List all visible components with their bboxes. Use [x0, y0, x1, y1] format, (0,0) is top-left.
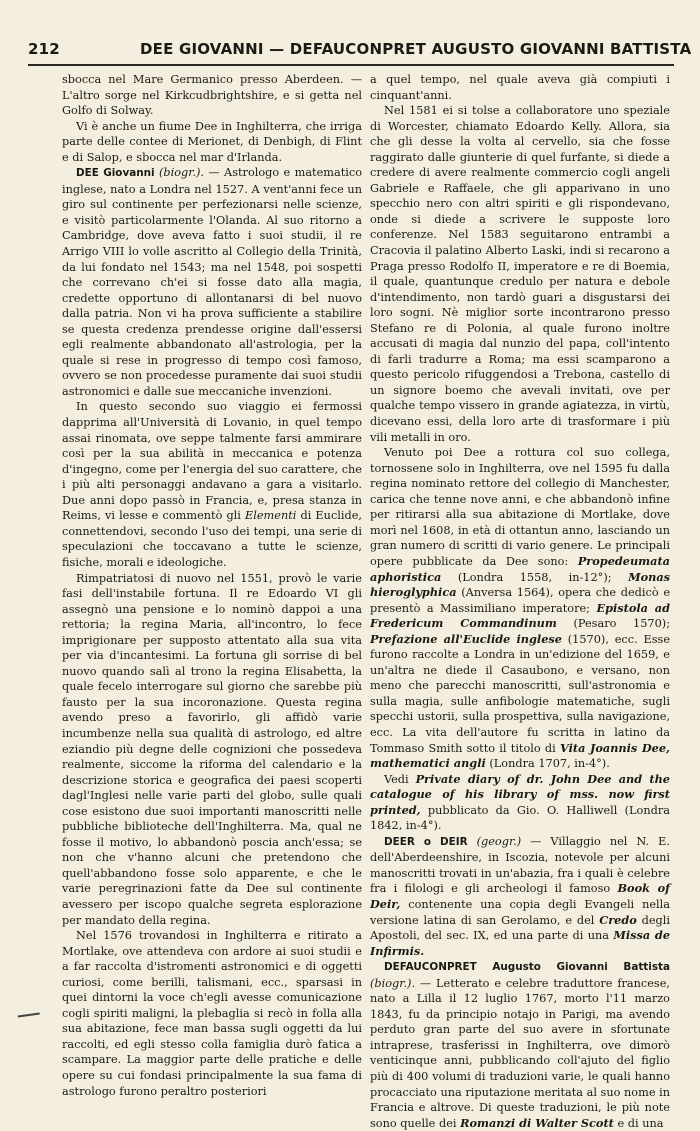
running-head: DEE GIOVANNI — DEFAUCONPRET AUGUSTO GIOVANNI BATTISTA: [140, 40, 692, 58]
paragraph: a quel tempo, nel quale aveva già compiuti i cinquant'anni.: [370, 73, 670, 102]
paragraph: Nel 1581 ei si tolse a collaboratore uno speziale di Worcester, chiamato Edoardo Kelly. Allora, sia che gli desse la volta al cervello, sia che fosse raggirato dalle giunterie di quel furfante, si diede a credere di avere realmente commercio cogli angeli Gabriele e Raffaele, che gli apparivano in uno specchio nero con altri spiriti e gli rispondevano, onde si diede a scrivere le supposte loro conferenze. Nel 1583 seguitarono entrambi a Cracovia il palatino Alberto Laski, indi si recarono a Praga presso Rodolfo II, imperatore e re di Boemia, il quale, quantunque credulo per natura e debole d'intendimento, non tardò guari a disgustarsi dei loro sogni. Nè miglior sorte incontrarono presso Stefano re di Polonia, al quale furono inoltre accusati di magia dal nunzio del papa, coll'intento di farli tradurre a Roma; ma essi scamparono a questo pericolo rifuggendosi a Trebona, castello di un signore boemo che avevali invitati, ove per qualche tempo vissero in grande agiatezza, in virtù, dicevano essi, della loro arte di trasformare i più vili metalli in oro.: [370, 104, 670, 444]
header-rule: [28, 64, 674, 66]
work-title: Propedeumata aphoristica: [370, 553, 670, 584]
entry-headword: DEFAUCONPRET Augusto Giovanni Battista: [384, 961, 670, 974]
work-title: Monas hieroglyphica: [370, 569, 671, 600]
work-title: Missa de Infirmis.: [370, 928, 671, 958]
work-title: Vita Joannis Dee, mathematici angli: [370, 740, 670, 771]
entry-defauconpret: [370, 959, 670, 1131]
margin-mark: [18, 1012, 40, 1020]
paragraph: [370, 445, 670, 771]
text-run: contenente una copia degli Evangeli nella versione latina di san Gerolamo, e del: [370, 897, 670, 927]
paragraph: [370, 772, 670, 834]
text-run: (Londra 1707, in-4°).: [489, 757, 610, 771]
text-run: — Letterato e celebre traduttore francese, nato a Lilla il 12 luglio 1767, morto l'11 marzo 1843, fu da principio notajo in Parigi, ma avendo perduto gran parte del suo avere in sfortunate intraprese, trasferissi in Inghilterra, ove dimorò venticinque anni, pubblicando coll'ajuto del figlio più di 400 volumi di traduzioni varie, le quali hanno procacciato una riputazione meritata al suo nome in Francia e altrove. Di queste traduzioni, le più note sono quelle dei: [370, 976, 671, 1130]
work-title: Credo: [599, 912, 637, 927]
text-run: — Villaggio nel N. E. dell'Aberdeenshire, in Iscozia, notevole per alcuni manoscritti trovati in un'abazia, fra i quali è celebre fra i filologi e gli archeologi il famoso: [370, 834, 670, 896]
entry-category: (geogr.): [476, 834, 522, 848]
work-title: Epistola ad Fredericum Commandinum: [370, 600, 670, 631]
entry-category: (biogr.).: [158, 166, 205, 180]
work-title: Romanzi di Walter Scott: [460, 1115, 614, 1130]
text-run: Vedi: [384, 772, 409, 786]
work-title: Elementi: [245, 509, 297, 523]
entry-headword: DEE Giovanni: [76, 167, 155, 180]
text-run: (Pesaro 1570);: [573, 617, 670, 631]
text-run: (Anversa 1564), opera che dedicò e presentò a Massimiliano imperatore;: [370, 586, 671, 615]
page-number: 212: [28, 40, 60, 58]
paragraph: sbocca nel Mare Germanico presso Aberdeen. — L'altro sorge nel Kirkcudbrightshire, e si getta nel Golfo di Solway.: [62, 73, 362, 118]
entry-dee-giovanni: [62, 165, 362, 399]
text-run: In questo secondo suo viaggio ei fermossi dapprima all'Università di Lovanio, in quel tempo assai rinomata, ove seppe talmente farsi ammirare così per la sua abilità in meccanica e potenza d'ingegno, come per l'energia del suo carattere, che i più alti personaggi andavano a gara a visitarlo. Due anni dopo passò in Francia, e, presa stanza in Reims, vi lesse e commentò gli: [62, 400, 362, 523]
right-column: [370, 72, 670, 1131]
entry-headword: DEER o DEIR: [384, 835, 468, 848]
work-title: Prefazione all'Euclide inglese: [370, 631, 562, 646]
left-column: [62, 72, 362, 1099]
text-run: degli Apostoli, del sec. IX, ed una parte di una: [370, 913, 671, 943]
work-title: Book of Deir,: [370, 881, 670, 911]
text-run: (Londra 1558, in-12°);: [457, 570, 612, 584]
work-title: Private diary of dr. John Dee and the catalogue of his library of mss. now first printed,: [370, 771, 670, 817]
entry-deer: [370, 834, 670, 959]
entry-text: — Astrologo e matematico inglese, nato a Londra nel 1527. A vent'anni fece un giro sul continente per perfezionarsi nelle scienze, e visitò particolarmente l'Olanda. Al suo ritorno a Cambridge, dove aveva fatto i suoi studii, il re Arrigo VIII lo volle ascritto al Collegio della Trinità, da lui fondato nel 1543; ma nel 1548, poi sospetti che correvano ch'ei si fosse dato alla magia, credette opportuno di allontanarsi di bel nuovo dalla patria. Non vi ha prova sufficiente a stabilire se questa credenza prendesse origine dall'essersi egli realmente abbandonato all'astrologia, per la quale si rese in progresso di tempo così famoso, ovvero se non procedesse puramente dai suoi studii astronomici e dalle sue meccaniche invenzioni.: [62, 166, 363, 398]
entry-category: (biogr.).: [370, 976, 416, 990]
paragraph: Nel 1576 trovandosi in Inghilterra e ritirato a Mortlake, ove attendeva con ardore ai suoi studii e a far raccolta d'istromenti astronomici e di oggetti curiosi, come berilli, talismani, ecc., sparsasi in quei dintorni la voce ch'egli avesse comunicazione cogli spiriti maligni, la plebaglia si recò in folla alla sua abitazione, fece man bassa sugli oggetti da lui raccolti, ed egli stesso colla famiglia durò fatica a scampare. La maggior parte delle pratiche e delle opere su cui fondasi principalmente la sua fama di astrologo furono peraltro posteriori: [62, 929, 362, 1098]
paragraph: Rimpatriatosi di nuovo nel 1551, provò le varie fasi dell'instabile fortuna. Il re Edoardo VI gli assegnò una pensione e lo nominò dappoi a una rettoria; la regina Maria, all'incontro, lo fece imprigionare per supposto attentato alla sua vita per via d'incantesimi. La fortuna gli sorrise di bel nuovo quando salì al trono la regina Elisabetta, la quale fecelo interrogare sul giorno che sarebbe più fausto per la sua incoronazione. Questa regina avendo preso a favorirlo, gli affidò varie incumbenze nella sua qualità di astrologo, ed altre eziandio più degne delle cognizioni che possedeva realmente, siccome la riforma del calendario e la descrizione storica e geografica dei paesi scoperti dagl'Inglesi nelle varie parti del globo, sulle quali cose esistono due suoi importanti manoscritti nelle pubbliche biblioteche dell'Inghilterra. Ma, qual ne fosse il motivo, lo abbandonò poscia anch'essa; se non che v'hanno alcuni che pretendono che quell'abbandono fosse solo apparente, e che le varie peregrinazioni fatte da Dee sul continente avessero per iscopo qualche segreta esplorazione per mandato della regina.: [62, 571, 362, 927]
text-run: pubblicato da Gio. O. Halliwell (Londra 1842, in-4°).: [370, 803, 671, 833]
page-header: [28, 40, 692, 62]
text-run: (1570), ecc. Esse furono raccolte a Londra in un'edizione del 1659, e un'altra ne diede il Casaubono, e versano, non meno che parecchi manoscritti, sull'astronomia e sulla magia, sulle anfibologie matematiche, sugli specchi ustorii, sulla prospettiva, sulla navigazione, ecc. La vita dell'autore fu scritta in latino da Tommaso Smith sotto il titolo di: [370, 632, 671, 755]
text-run: e di una: [617, 1116, 664, 1130]
paragraph: [62, 399, 362, 570]
text-run: di Euclide, connettendovi, secondo l'uso dei tempi, una serie di speculazioni che toccavano a tutte le scienze, fisiche, morali e ideologiche.: [62, 509, 362, 569]
paragraph: Vi è anche un fiume Dee in Inghilterra, che irriga parte delle contee di Merionet, di Denbigh, di Flint e di Salop, e sbocca nel mar d'Irlanda.: [62, 119, 362, 164]
text-run: Venuto poi Dee a rottura col suo collega, tornossene solo in Inghilterra, ove nel 1595 fu dalla regina nominato rettore del collegio di Manchester, carica che tenne nove anni, e che abbandonò infine per ritirarsi alla sua abitazione di Mortlake, dove morì nel 1608, in età di ottantun anno, lasciando un gran numero di scritti di vario genere. Le principali opere pubblicate da Dee sono:: [370, 446, 670, 568]
